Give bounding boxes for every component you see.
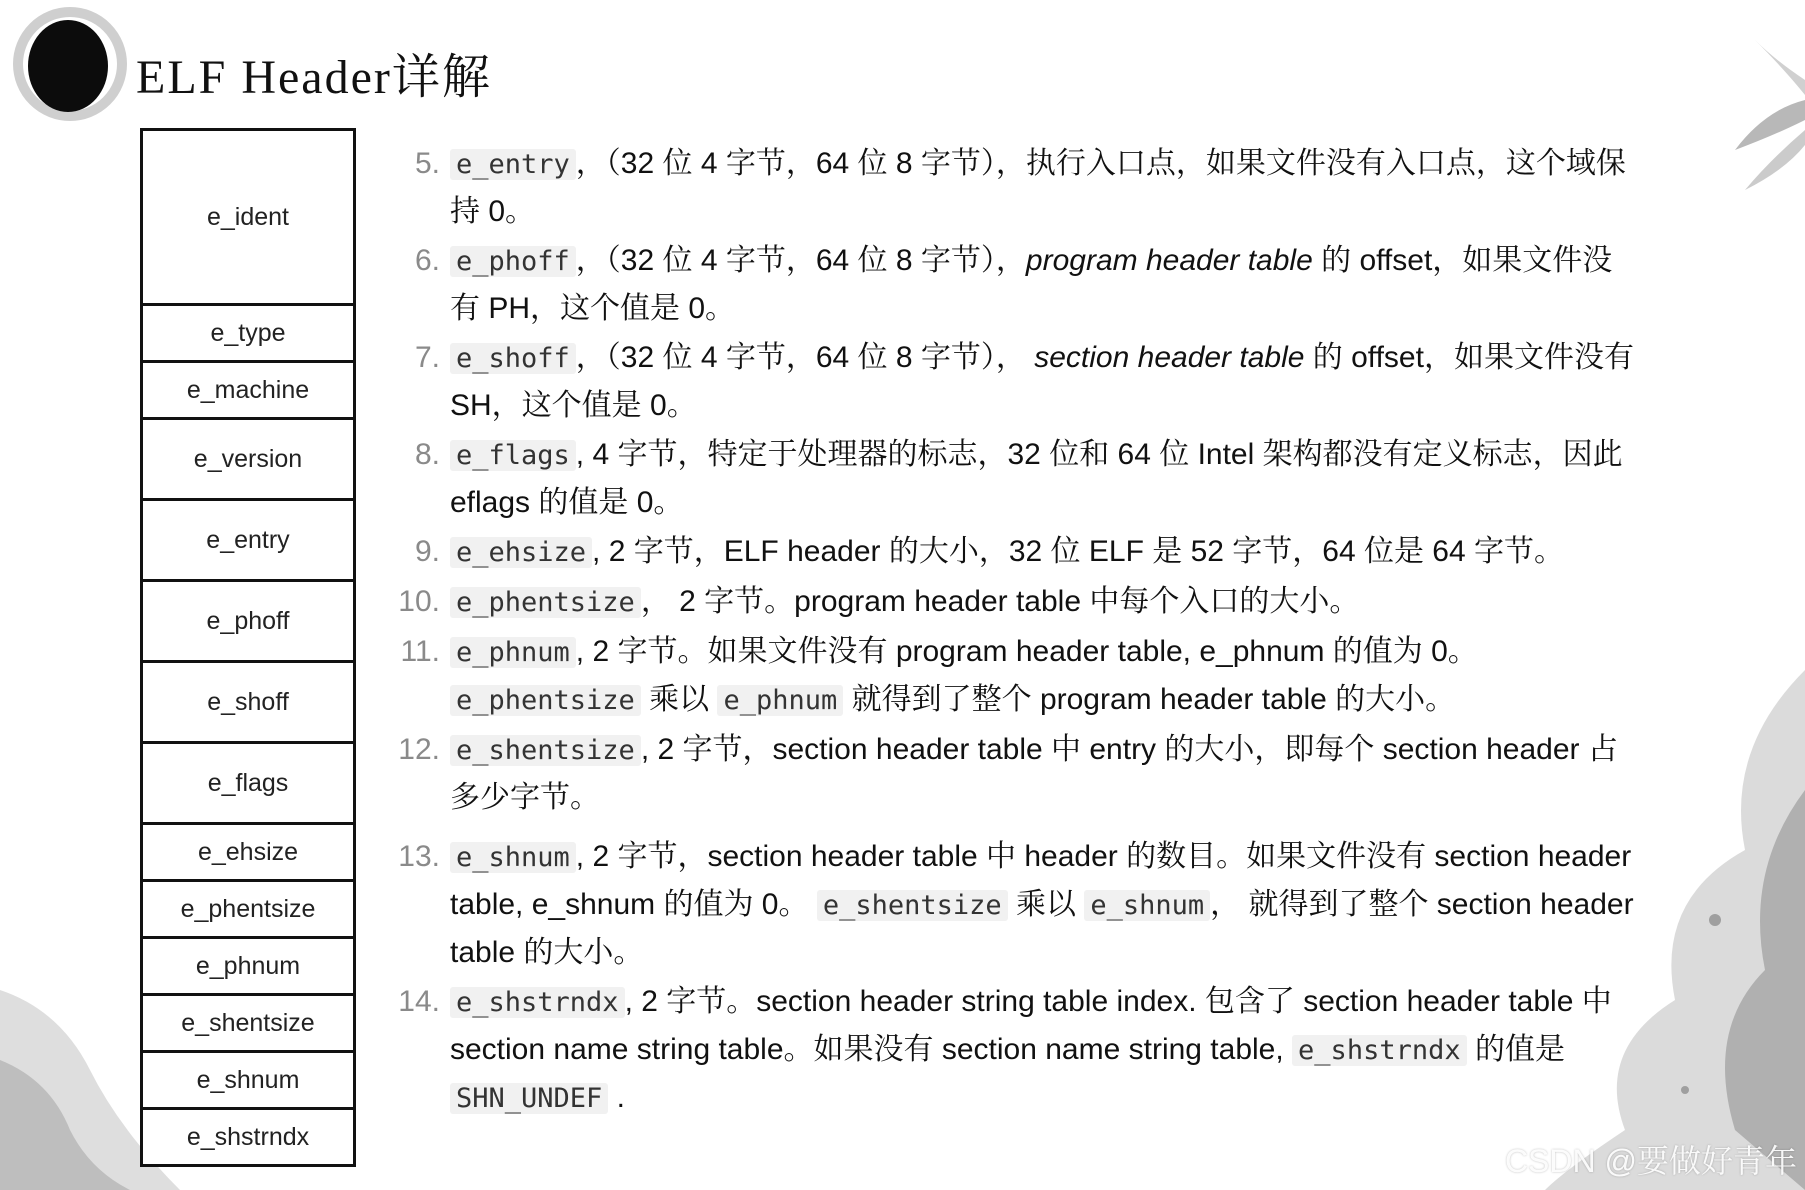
inline-code: e_shentsize (817, 890, 1008, 921)
list-item-number: 11. (400, 635, 440, 668)
list-item-number: 9. (414, 535, 440, 568)
struct-field-e-phoff: e_phoff (140, 579, 356, 663)
inline-code: e_entry (450, 149, 576, 180)
struct-field-e-shoff: e_shoff (140, 660, 356, 744)
list-item (396, 237, 1636, 332)
description-text: ，（32 位 4 字节，64 位 8 字节），执行入口点，如果文件没有入口点，这个域保持 0。 (450, 147, 1626, 228)
description-text: . (608, 1081, 625, 1114)
struct-field-e-phentsize: e_phentsize (140, 879, 356, 939)
list-item-number: 10. (398, 585, 440, 618)
description-text: , 2 字节，section header table 中 entry 的大小，即每个 section header 占多少字节。 (450, 733, 1618, 814)
list-item-number: 14. (398, 985, 440, 1018)
list-item (396, 528, 1636, 576)
inline-code: e_shnum (450, 842, 576, 873)
struct-field-e-ident: e_ident (140, 128, 356, 306)
description-text: 的 offset，如果文件没有 PH，这个值是 0。 (450, 244, 1613, 325)
list-item (396, 578, 1636, 626)
inline-code: SHN_UNDEF (450, 1083, 608, 1114)
description-text: ，（32 位 4 字节，64 位 8 字节）， (575, 341, 1035, 374)
description-text: , 2 字节，section header table 中 header 的数目。如果文件没有 section header table, e_shnum 的值为 0。 (450, 840, 1632, 921)
description-text: ，（32 位 4 字节，64 位 8 字节）， (575, 244, 1026, 277)
description-text: , 4 字节，特定于处理器的标志，32 位和 64 位 Intel 架构都没有定义标志，因此 eflags 的值是 0。 (450, 438, 1623, 519)
inline-code: e_shnum (1084, 890, 1210, 921)
description-text: , 2 字节。如果文件没有 program header table, e_phnum 的值为 0。 (575, 635, 1478, 668)
struct-field-e-shnum: e_shnum (140, 1050, 356, 1110)
field-description-list (396, 140, 1636, 1124)
description-text: 乘以 (640, 683, 718, 716)
list-item (396, 978, 1636, 1122)
emphasis-text: section header table (1034, 341, 1305, 374)
page-title: ELF Header详解 (136, 51, 492, 104)
inline-code: e_phnum (450, 637, 576, 668)
description-text: 的值是 (1466, 1033, 1565, 1066)
description-text: ， 就得到了整个 section header table 的大小。 (450, 888, 1634, 969)
description-text: 乘以 (1007, 888, 1085, 921)
struct-field-e-ehsize: e_ehsize (140, 822, 356, 882)
list-item-number: 5. (414, 147, 440, 180)
list-item-number: 8. (414, 438, 440, 471)
elf-header-struct-diagram (140, 128, 356, 1167)
ink-circle-decoration (0, 0, 130, 130)
list-item (396, 628, 1636, 724)
struct-field-e-type: e_type (140, 303, 356, 363)
list-item (396, 833, 1636, 976)
inline-code: e_phentsize (450, 685, 641, 716)
description-text: , 2 字节。section header string table index. 包含了 section header table 中 section name string table。如果没有 section name string table, (450, 985, 1612, 1066)
description-text: , 2 字节，ELF header 的大小，32 位 ELF 是 52 字节，64 位是 64 字节。 (592, 535, 1565, 568)
struct-field-e-version: e_version (140, 417, 356, 501)
list-item (396, 334, 1636, 429)
leaf-decoration (1715, 40, 1805, 200)
list-item-number: 7. (414, 341, 440, 374)
list-item (396, 726, 1636, 821)
emphasis-text: program header table (1025, 244, 1313, 277)
description-text: 就得到了整个 program header table 的大小。 (843, 683, 1456, 716)
struct-field-e-entry: e_entry (140, 498, 356, 582)
inline-code: e_shstrndx (1292, 1035, 1467, 1066)
list-item (396, 431, 1636, 526)
inline-code: e_phoff (450, 246, 576, 277)
struct-field-e-shentsize: e_shentsize (140, 993, 356, 1053)
inline-code: e_shstrndx (450, 987, 625, 1018)
list-item-number: 6. (414, 244, 440, 277)
struct-field-e-phnum: e_phnum (140, 936, 356, 996)
description-text: 的 offset，如果文件没有 SH，这个值是 0。 (450, 341, 1634, 422)
inline-code: e_flags (450, 440, 576, 471)
inline-code: e_phentsize (450, 587, 641, 618)
inline-code: e_phnum (717, 685, 843, 716)
list-item-number: 13. (398, 840, 440, 873)
inline-code: e_shentsize (450, 735, 641, 766)
struct-field-e-machine: e_machine (140, 360, 356, 420)
list-item (396, 140, 1636, 235)
inline-code: e_ehsize (450, 537, 592, 568)
description-text: ， 2 字节。program header table 中每个入口的大小。 (640, 585, 1360, 618)
struct-field-e-flags: e_flags (140, 741, 356, 825)
struct-field-e-shstrndx: e_shstrndx (140, 1107, 356, 1167)
list-item-number: 12. (398, 733, 440, 766)
inline-code: e_shoff (450, 343, 576, 374)
watermark: CSDN @要做好青年 (1504, 1143, 1797, 1179)
